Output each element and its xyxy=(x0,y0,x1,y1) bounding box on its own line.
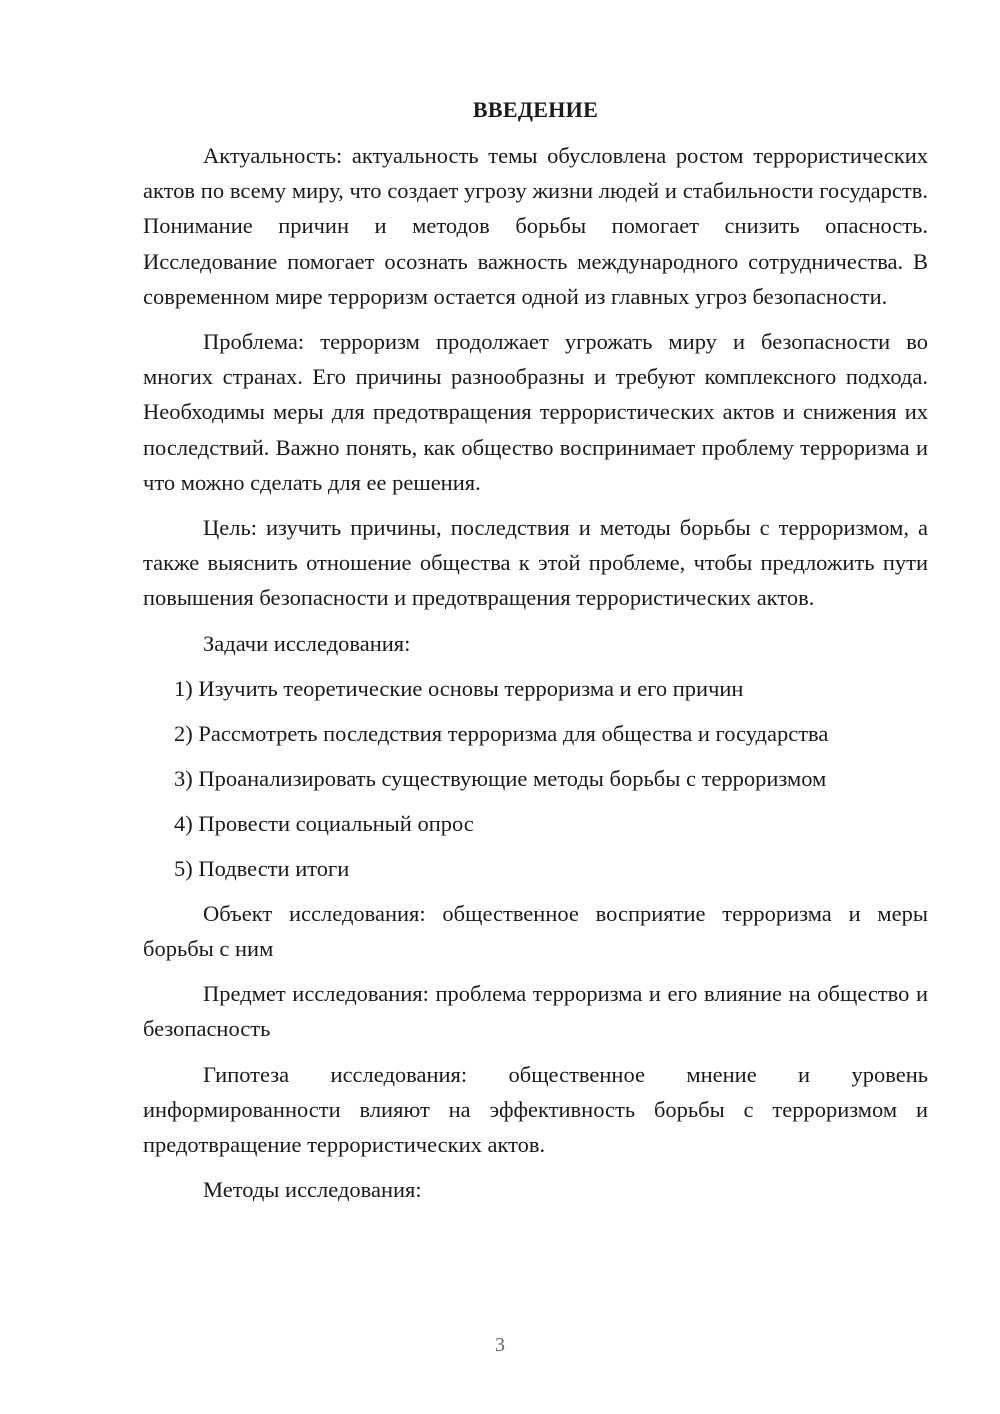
task-item-1: 1) Изучить теоретические основы терроризма и его причин xyxy=(174,675,744,701)
goal-paragraph: Цель: изучить причины, последствия и методы борьбы с терроризмом, а также выяснить отношение общества к этой проблеме, чтобы предложить пути повышения безопасности и предотвращения террористических актов. xyxy=(143,515,928,611)
subject-paragraph: Предмет исследования: проблема терроризма и его влияние на общество и безопасность xyxy=(143,981,928,1042)
methods-heading: Методы исследования: xyxy=(203,1177,422,1203)
task-item-5: 5) Подвести итоги xyxy=(174,855,350,881)
relevance-paragraph: Актуальность: актуальность темы обусловлена ростом террористических актов по всему миру, что создает угрозу жизни людей и стабильности государств. Понимание причин и методов борьбы помогает снизить опасность. Исследование помогает осознать важность международного сотрудничества. В современном мире терроризм остается одной из главных угроз безопасности. xyxy=(143,143,928,309)
page-number: 3 xyxy=(495,1334,505,1356)
problem-paragraph: Проблема: терроризм продолжает угрожать миру и безопасности во многих странах. Его причины разнообразны и требуют комплексного подхода. Необходимы меры для предотвращения террористических актов и снижения их последствий. Важно понять, как общество воспринимает проблему терроризма и что можно сделать для ее решения. xyxy=(143,329,928,495)
task-item-3: 3) Проанализировать существующие методы борьбы с терроризмом xyxy=(174,765,827,791)
object-paragraph: Объект исследования: общественное восприятие терроризма и меры борьбы с ним xyxy=(143,900,928,962)
tasks-list xyxy=(143,671,928,886)
task-item-2: 2) Рассмотреть последствия терроризма для общества и государства xyxy=(174,720,829,746)
page-content xyxy=(143,92,928,1217)
page-title: ВВЕДЕНИЕ xyxy=(472,97,599,122)
hypothesis-paragraph: Гипотеза исследования: общественное мнение и уровень информированности влияют на эффективность борьбы с терроризмом и предотвращение террористических актов. xyxy=(143,1061,928,1158)
tasks-heading: Задачи исследования: xyxy=(203,630,411,656)
task-item-4: 4) Провести социальный опрос xyxy=(174,810,474,836)
